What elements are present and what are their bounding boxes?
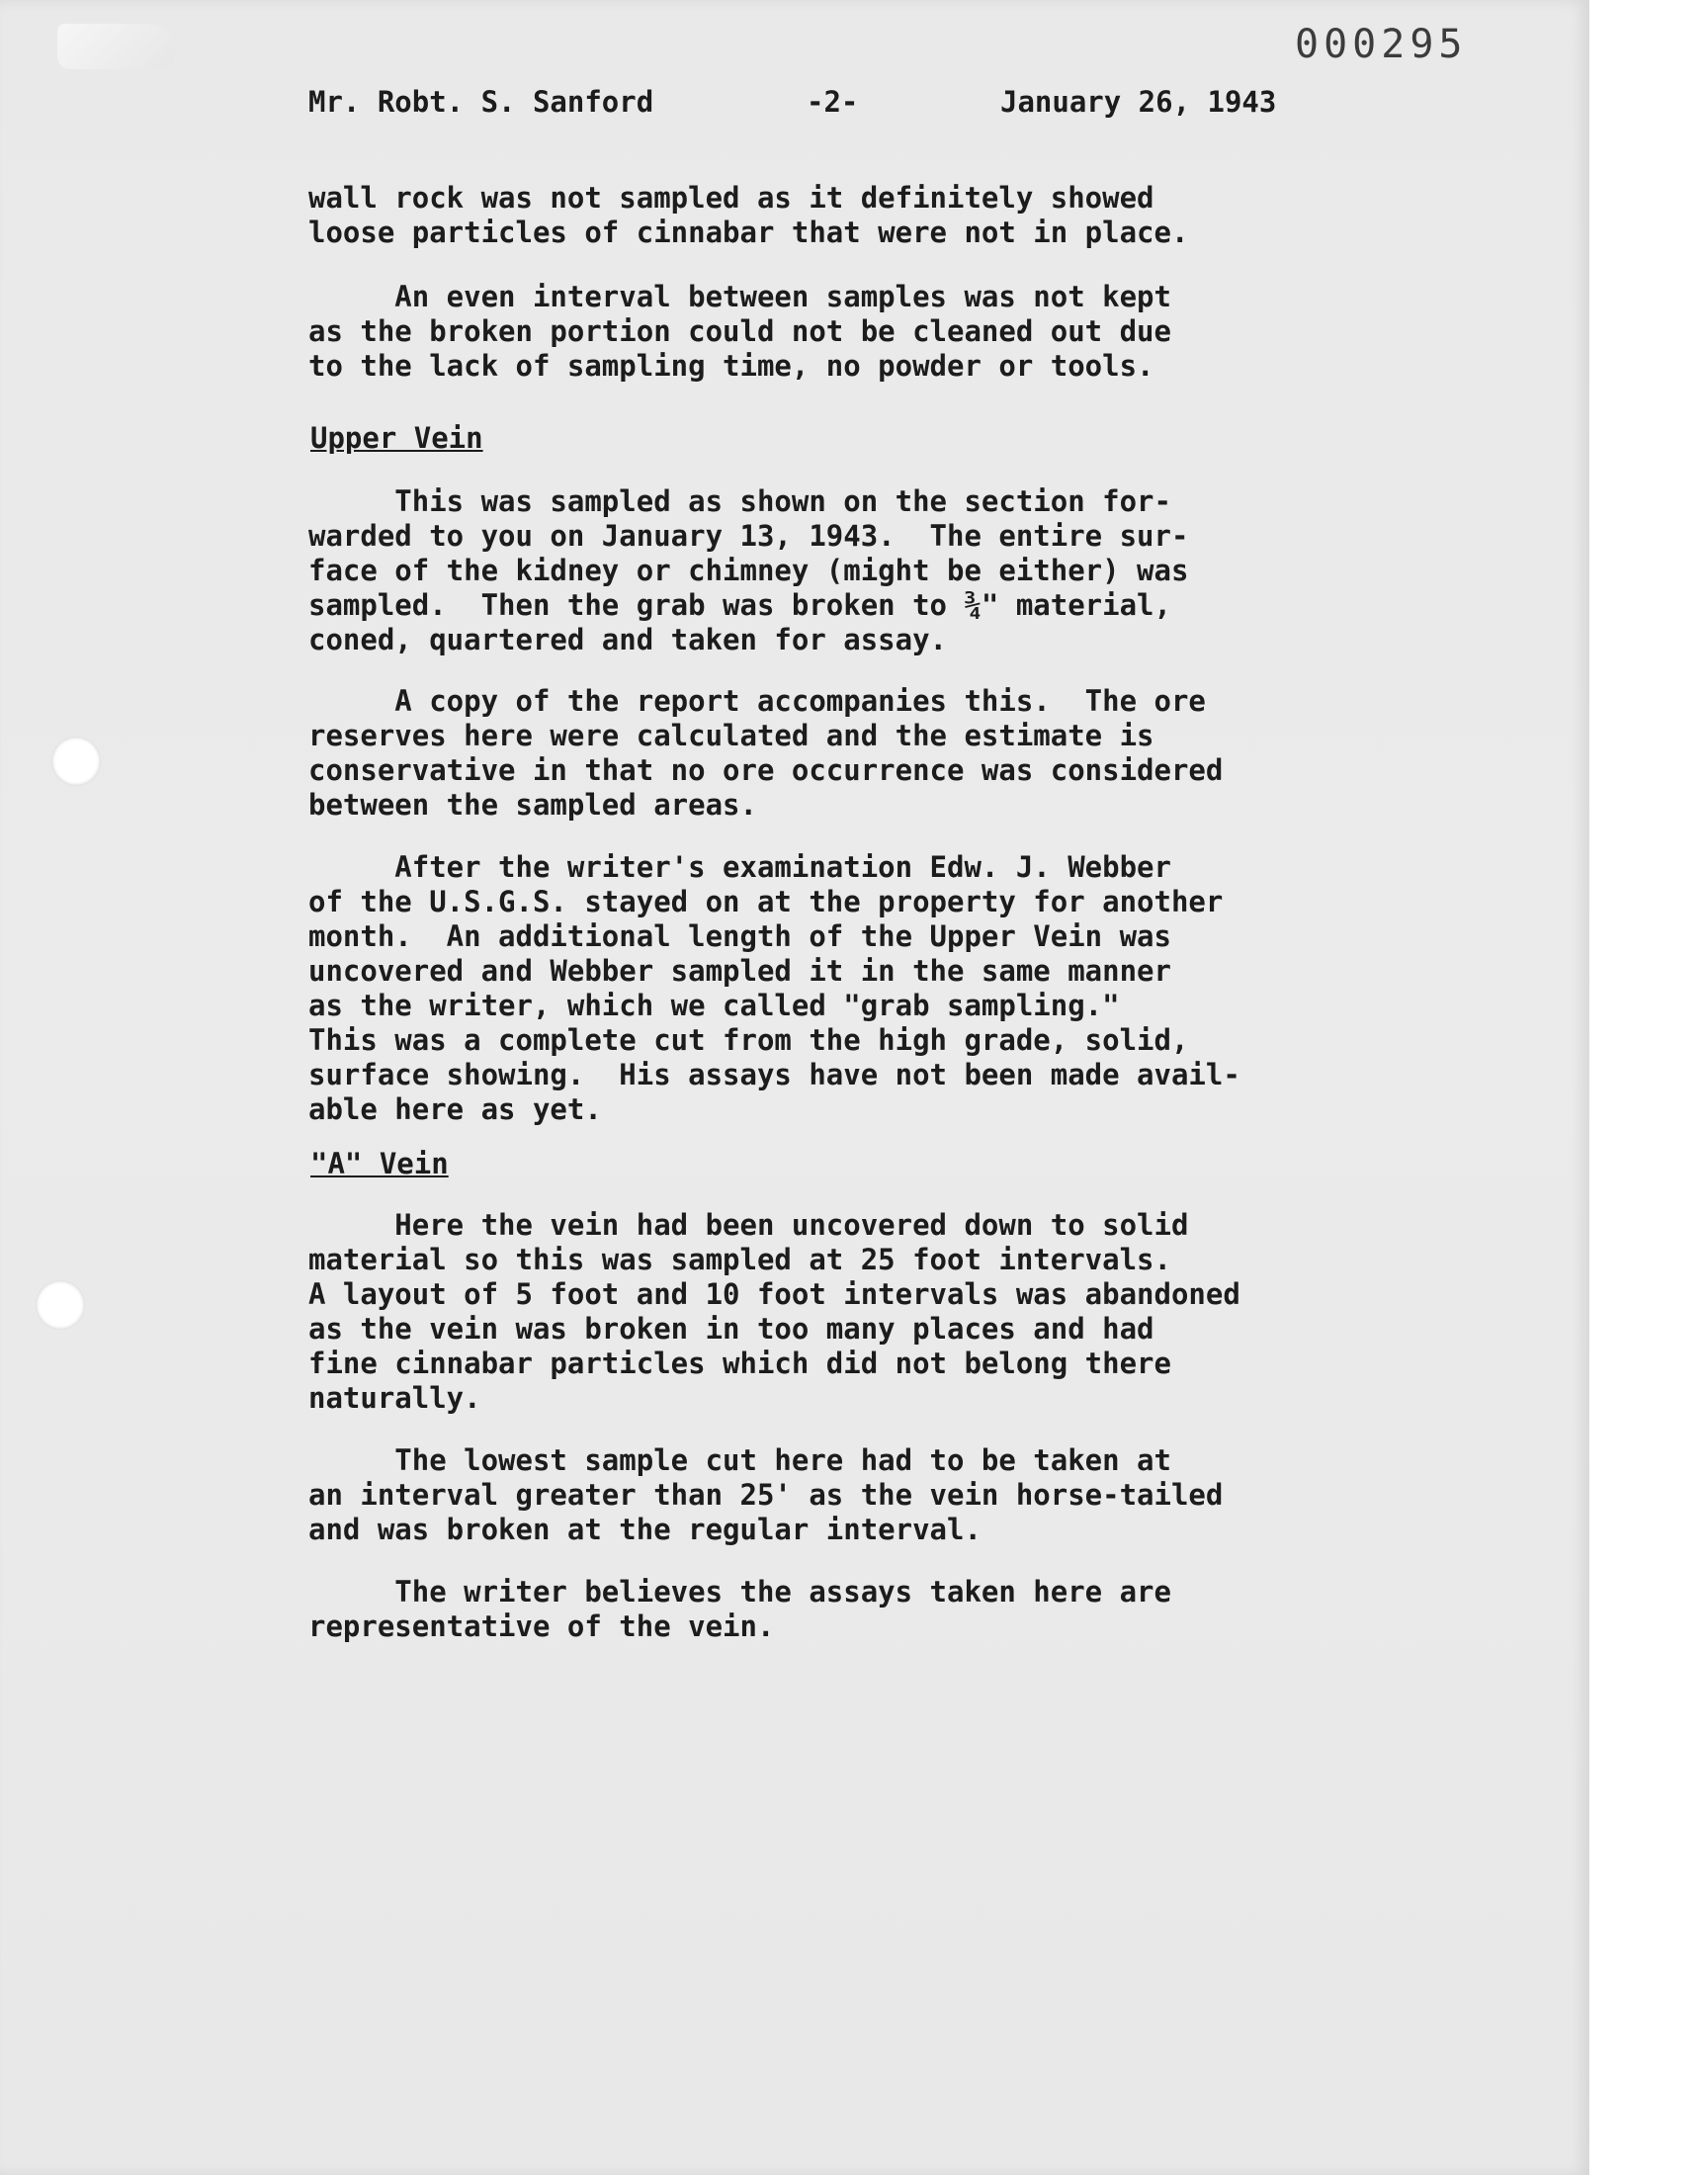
- paragraph-lowest-sample: The lowest sample cut here had to be taken at an interval greater than 25' as the vein horse-tailed and was broken at the regular interval.: [308, 1443, 1224, 1546]
- paragraph-even-interval: An even interval between samples was not kept as the broken portion could not be cleaned out due to the lack of sampling time, no powder or tools.: [308, 280, 1171, 383]
- header-date: January 26, 1943: [1000, 85, 1277, 119]
- paragraph-report-copy: A copy of the report accompanies this. The ore reserves here were calculated and the estimate is conservative in that no ore occurrence was considered between the sampled areas.: [308, 684, 1224, 822]
- paragraph-upper-vein-sampling: This was sampled as shown on the section for- warded to you on January 13, 1943. The entire sur- face of the kidney or chimney (might be either) was sampled. Then the grab was broken to ¾" material, coned, quartered and taken for assay.: [308, 484, 1189, 656]
- paragraph-a-vein-intervals: Here the vein had been uncovered down to solid material so this was sampled at 25 foot intervals. A layout of 5 foot and 10 foot intervals was abandoned as the vein was broken in too many places and had fine cinnabar particles which did not belong there naturally.: [308, 1208, 1240, 1415]
- header-addressee: Mr. Robt. S. Sanford: [308, 85, 654, 119]
- page-corner-fold: [57, 24, 176, 69]
- punch-hole-lower: [36, 1280, 85, 1330]
- document-stamp-number: 000295: [1295, 22, 1468, 67]
- scan-margin: [1589, 0, 1708, 2175]
- heading-upper-vein: Upper Vein: [310, 421, 483, 455]
- paragraph-webber-sampling: After the writer's examination Edw. J. Webber of the U.S.G.S. stayed on at the property for another month. An additional length of the Upper Vein was uncovered and Webber sampled it in the same manner as the writer, which we called "grab sampling." This was a complete cut from the high grade, solid, surface showing. His assays have not been made avail- able here as yet.: [308, 850, 1240, 1126]
- paragraph-representative: The writer believes the assays taken here are representative of the vein.: [308, 1575, 1171, 1643]
- letter-header: [308, 85, 1336, 125]
- paragraph-wall-rock: wall rock was not sampled as it definitely showed loose particles of cinnabar that were not in place.: [308, 181, 1189, 249]
- punch-hole-upper: [51, 737, 101, 786]
- header-page-number: -2-: [807, 85, 859, 119]
- heading-a-vein: "A" Vein: [310, 1147, 449, 1180]
